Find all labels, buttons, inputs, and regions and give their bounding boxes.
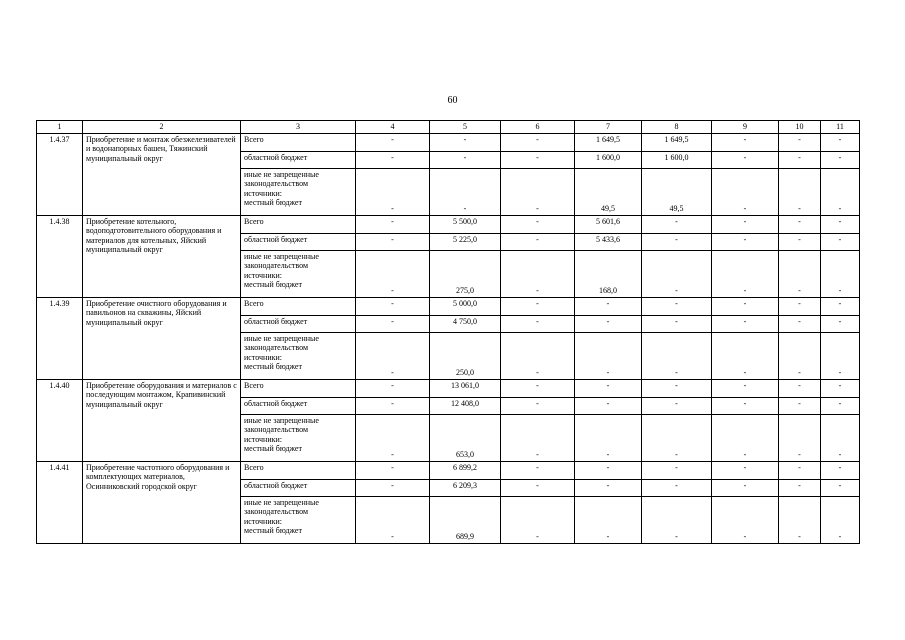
value-cell: 1 649,5	[575, 133, 642, 151]
category-regional: областной бюджет	[241, 151, 356, 168]
value-cell: -	[779, 151, 821, 168]
value-cell: -	[712, 414, 779, 461]
value-cell: -	[356, 215, 430, 233]
category-other-label: иные не запрещенные	[244, 415, 319, 425]
row-name: Приобретение котельного, водоподготовительного оборудования и материалов для котельных, Яйский муниципальный округ	[83, 215, 241, 297]
category-other-label: источники:	[244, 516, 282, 526]
value-cell: -	[779, 479, 821, 496]
row-name: Приобретение оборудования и материалов с последующим монтажом, Крапивинский муниципальный округ	[83, 379, 241, 461]
value-cell: 653,0	[430, 414, 501, 461]
category-regional: областной бюджет	[241, 233, 356, 250]
value-cell: -	[501, 215, 575, 233]
category-other-local	[241, 332, 356, 379]
value-cell: -	[821, 133, 860, 151]
value-cell: -	[712, 151, 779, 168]
value-cell: -	[821, 461, 860, 479]
category-local-label: местный бюджет	[244, 444, 302, 454]
value-cell: -	[779, 332, 821, 379]
value-cell: -	[642, 461, 712, 479]
value-cell: 1 600,0	[575, 151, 642, 168]
value-cell: -	[821, 215, 860, 233]
value-cell: -	[712, 297, 779, 315]
budget-table	[36, 120, 860, 544]
value-cell: -	[575, 479, 642, 496]
column-header: 6	[501, 121, 575, 134]
value-cell: 275,0	[430, 250, 501, 297]
category-local-label: местный бюджет	[244, 362, 302, 372]
category-total: Всего	[241, 215, 356, 233]
value-cell: -	[501, 151, 575, 168]
column-header: 1	[37, 121, 83, 134]
value-cell: -	[712, 250, 779, 297]
value-cell: -	[575, 297, 642, 315]
column-number-row	[37, 121, 860, 134]
category-other-label: законодательством	[244, 261, 309, 271]
value-cell: 5 500,0	[430, 215, 501, 233]
table-row-total	[37, 379, 860, 397]
value-cell: -	[575, 496, 642, 543]
value-cell: 49,5	[642, 168, 712, 215]
column-header: 5	[430, 121, 501, 134]
value-cell: -	[356, 379, 430, 397]
category-total: Всего	[241, 133, 356, 151]
value-cell: -	[575, 332, 642, 379]
category-other-local	[241, 168, 356, 215]
value-cell: -	[642, 379, 712, 397]
value-cell: 250,0	[430, 332, 501, 379]
value-cell: -	[821, 479, 860, 496]
column-header: 2	[83, 121, 241, 134]
value-cell: -	[712, 479, 779, 496]
value-cell: -	[821, 496, 860, 543]
value-cell: -	[501, 315, 575, 332]
category-regional: областной бюджет	[241, 479, 356, 496]
row-code: 1.4.41	[37, 461, 83, 543]
value-cell: -	[430, 133, 501, 151]
category-other-label: иные не запрещенные	[244, 333, 319, 343]
value-cell: -	[356, 332, 430, 379]
value-cell: -	[821, 233, 860, 250]
value-cell: -	[779, 215, 821, 233]
value-cell: -	[779, 496, 821, 543]
row-code: 1.4.40	[37, 379, 83, 461]
row-name: Приобретение очистного оборудования и павильонов на скважины, Яйский муниципальный округ	[83, 297, 241, 379]
value-cell: 5 601,6	[575, 215, 642, 233]
value-cell: -	[821, 332, 860, 379]
table-row-total	[37, 215, 860, 233]
value-cell: 6 899,2	[430, 461, 501, 479]
value-cell: -	[712, 397, 779, 414]
value-cell: -	[501, 233, 575, 250]
value-cell: -	[430, 151, 501, 168]
column-header: 8	[642, 121, 712, 134]
value-cell: -	[712, 461, 779, 479]
value-cell: 6 209,3	[430, 479, 501, 496]
value-cell: -	[356, 233, 430, 250]
value-cell: -	[642, 332, 712, 379]
category-total: Всего	[241, 379, 356, 397]
value-cell: -	[501, 496, 575, 543]
category-local-label: местный бюджет	[244, 280, 302, 290]
value-cell: -	[501, 379, 575, 397]
row-name: Приобретение и монтаж обезжелезивателей и водонапорных башен, Тяжинский муниципальный округ	[83, 133, 241, 215]
category-other-label: источники:	[244, 270, 282, 280]
column-header: 3	[241, 121, 356, 134]
value-cell: -	[356, 133, 430, 151]
value-cell: -	[356, 297, 430, 315]
category-regional: областной бюджет	[241, 397, 356, 414]
value-cell: -	[501, 168, 575, 215]
category-other-local	[241, 250, 356, 297]
value-cell: -	[712, 133, 779, 151]
value-cell: -	[821, 379, 860, 397]
column-header: 10	[779, 121, 821, 134]
value-cell: -	[779, 297, 821, 315]
category-other-label: законодательством	[244, 343, 309, 353]
column-header: 9	[712, 121, 779, 134]
value-cell: -	[575, 379, 642, 397]
value-cell: -	[642, 215, 712, 233]
value-cell: 12 408,0	[430, 397, 501, 414]
category-other-label: источники:	[244, 434, 282, 444]
value-cell: -	[779, 250, 821, 297]
value-cell: -	[712, 496, 779, 543]
value-cell: -	[356, 414, 430, 461]
value-cell: -	[821, 250, 860, 297]
value-cell: -	[779, 233, 821, 250]
category-other-label: законодательством	[244, 179, 309, 189]
value-cell: -	[575, 461, 642, 479]
column-header: 11	[821, 121, 860, 134]
value-cell: 5 225,0	[430, 233, 501, 250]
category-total: Всего	[241, 461, 356, 479]
table-row-total	[37, 297, 860, 315]
value-cell: -	[356, 168, 430, 215]
value-cell: -	[821, 168, 860, 215]
category-other-local	[241, 414, 356, 461]
value-cell: -	[642, 233, 712, 250]
category-local-label: местный бюджет	[244, 526, 302, 536]
page-number: 60	[447, 95, 458, 106]
column-header: 7	[575, 121, 642, 134]
value-cell: -	[779, 379, 821, 397]
value-cell: -	[501, 332, 575, 379]
value-cell: -	[821, 297, 860, 315]
row-code: 1.4.37	[37, 133, 83, 215]
value-cell: -	[712, 315, 779, 332]
value-cell: -	[501, 461, 575, 479]
value-cell: -	[821, 151, 860, 168]
value-cell: -	[779, 168, 821, 215]
value-cell: -	[779, 133, 821, 151]
value-cell: -	[501, 250, 575, 297]
value-cell: 5 433,6	[575, 233, 642, 250]
value-cell: -	[356, 397, 430, 414]
value-cell: 4 750,0	[430, 315, 501, 332]
category-other-label: иные не запрещенные	[244, 169, 319, 179]
value-cell: -	[356, 461, 430, 479]
value-cell: -	[356, 250, 430, 297]
category-other-label: законодательством	[244, 507, 309, 517]
category-other-label: иные не запрещенные	[244, 251, 319, 261]
row-code: 1.4.39	[37, 297, 83, 379]
category-other-label: иные не запрещенные	[244, 497, 319, 507]
value-cell: -	[821, 414, 860, 461]
value-cell: -	[779, 315, 821, 332]
value-cell: -	[642, 250, 712, 297]
value-cell: -	[642, 315, 712, 332]
value-cell: -	[712, 168, 779, 215]
value-cell: 1 600,0	[642, 151, 712, 168]
value-cell: -	[712, 332, 779, 379]
value-cell: 1 649,5	[642, 133, 712, 151]
category-local-label: местный бюджет	[244, 198, 302, 208]
value-cell: 5 000,0	[430, 297, 501, 315]
row-code: 1.4.38	[37, 215, 83, 297]
category-other-label: источники:	[244, 188, 282, 198]
value-cell: -	[501, 297, 575, 315]
value-cell: -	[642, 479, 712, 496]
value-cell: -	[642, 397, 712, 414]
value-cell: -	[779, 397, 821, 414]
table-row-total	[37, 461, 860, 479]
value-cell: -	[712, 379, 779, 397]
value-cell: 13 061,0	[430, 379, 501, 397]
category-other-local	[241, 496, 356, 543]
category-regional: областной бюджет	[241, 315, 356, 332]
value-cell: -	[501, 397, 575, 414]
value-cell: -	[356, 315, 430, 332]
value-cell: 689,9	[430, 496, 501, 543]
value-cell: -	[356, 151, 430, 168]
value-cell: -	[575, 414, 642, 461]
value-cell: -	[821, 397, 860, 414]
value-cell: -	[712, 233, 779, 250]
category-total: Всего	[241, 297, 356, 315]
value-cell: -	[712, 215, 779, 233]
value-cell: -	[356, 479, 430, 496]
value-cell: -	[501, 133, 575, 151]
value-cell: -	[821, 315, 860, 332]
category-other-label: источники:	[244, 352, 282, 362]
value-cell: -	[430, 168, 501, 215]
value-cell: -	[575, 397, 642, 414]
value-cell: -	[501, 414, 575, 461]
value-cell: -	[356, 496, 430, 543]
value-cell: -	[642, 496, 712, 543]
table-row-total	[37, 133, 860, 151]
value-cell: -	[642, 297, 712, 315]
value-cell: -	[779, 461, 821, 479]
value-cell: -	[575, 315, 642, 332]
value-cell: -	[779, 414, 821, 461]
value-cell: -	[642, 414, 712, 461]
row-name: Приобретение частотного оборудования и комплектующих материалов, Осинниковский городской округ	[83, 461, 241, 543]
column-header: 4	[356, 121, 430, 134]
value-cell: 49,5	[575, 168, 642, 215]
value-cell: -	[501, 479, 575, 496]
category-other-label: законодательством	[244, 425, 309, 435]
value-cell: 168,0	[575, 250, 642, 297]
